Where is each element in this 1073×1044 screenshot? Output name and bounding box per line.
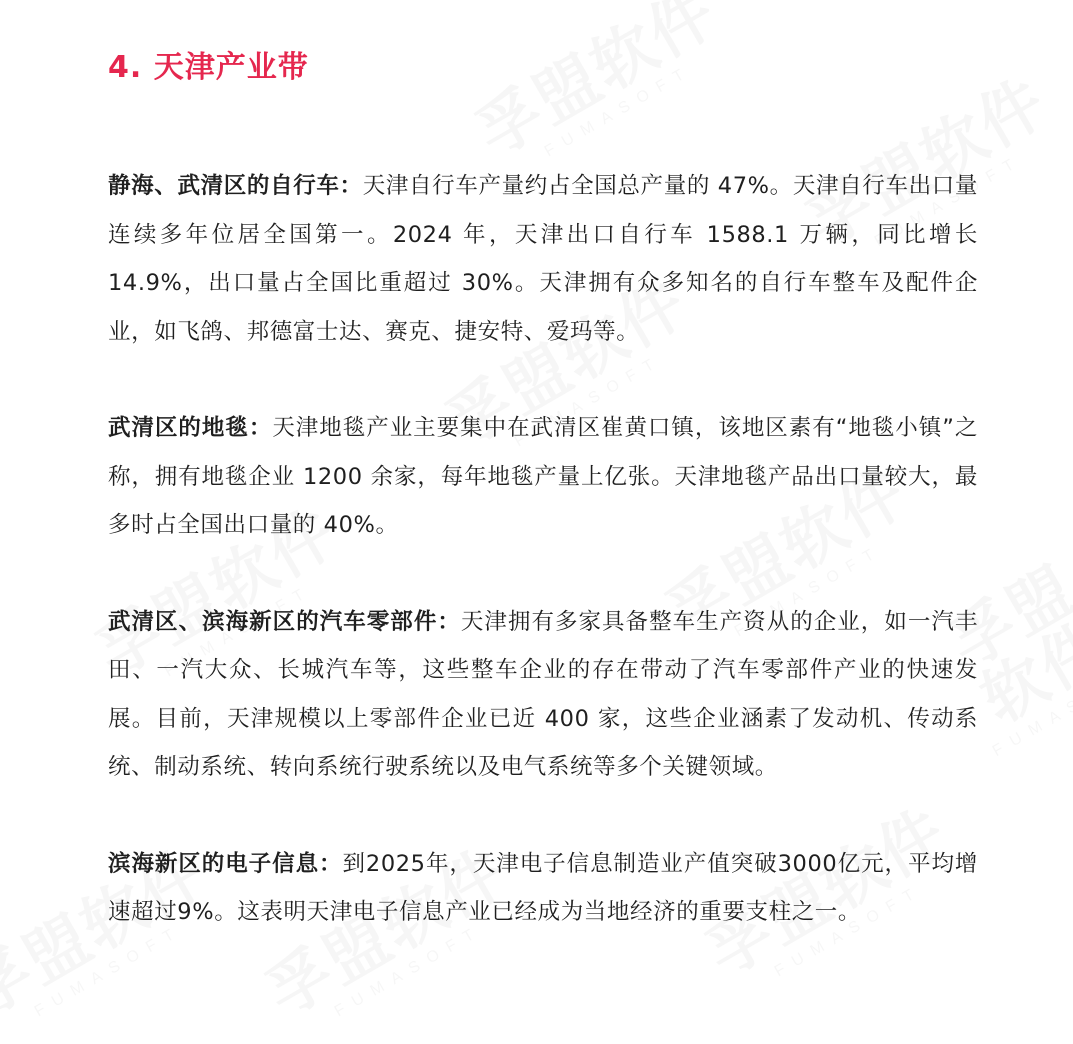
- paragraph-label: 武清区、滨海新区的汽车零部件：: [108, 608, 461, 635]
- paragraph-spacer: [108, 550, 978, 598]
- paragraph-text: 到2025年，天津电子信息制造业产值突破3000亿元，平均增速超过9%。这表明天津电子信息产业已经成为当地经济的重要支柱之一。: [108, 850, 978, 925]
- paragraph-spacer: [108, 792, 978, 840]
- paragraph-electronics: [108, 840, 978, 937]
- paragraph-auto-parts: [108, 598, 978, 792]
- section-heading: 4. 天津产业带: [108, 50, 309, 85]
- paragraph-text: 天津地毯产业主要集中在武清区崔黄口镇，该地区素有“地毯小镇”之称，拥有地毯企业 1200 余家，每年地毯产量上亿张。天津地毯产品出口量较大，最多时占全国出口量的 40%。: [108, 415, 978, 538]
- paragraph-label: 静海、武清区的自行车：: [108, 173, 363, 199]
- paragraph-bicycle: [108, 162, 978, 356]
- paragraph-label: 武清区的地毯：: [108, 415, 273, 441]
- paragraph-text: 天津自行车产量约占全国总产量的 47%。天津自行车出口量连续多年位居全国第一。2024 年，天津出口自行车 1588.1 万辆，同比增长 14.9%，出口量占全国比重超过 30%。天津拥有众多知名的自行车整车及配件企业，如飞鸽、邦德富士达、赛克、捷安特、爱玛等。: [108, 173, 979, 345]
- paragraph-label: 滨海新区的电子信息：: [108, 850, 343, 877]
- paragraph-carpet: [108, 404, 978, 550]
- paragraph-spacer: [108, 356, 978, 404]
- paragraph-text: 天津拥有多家具备整车生产资从的企业，如一汽丰田、一汽大众、长城汽车等，这些整车企业的存在带动了汽车零部件产业的快速发展。目前，天津规模以上零部件企业已近 400 家，这些企业涵素了发动机、传动系统、制动系统、转向系统行驶系统以及电气系统等多个关键领域。: [108, 608, 978, 780]
